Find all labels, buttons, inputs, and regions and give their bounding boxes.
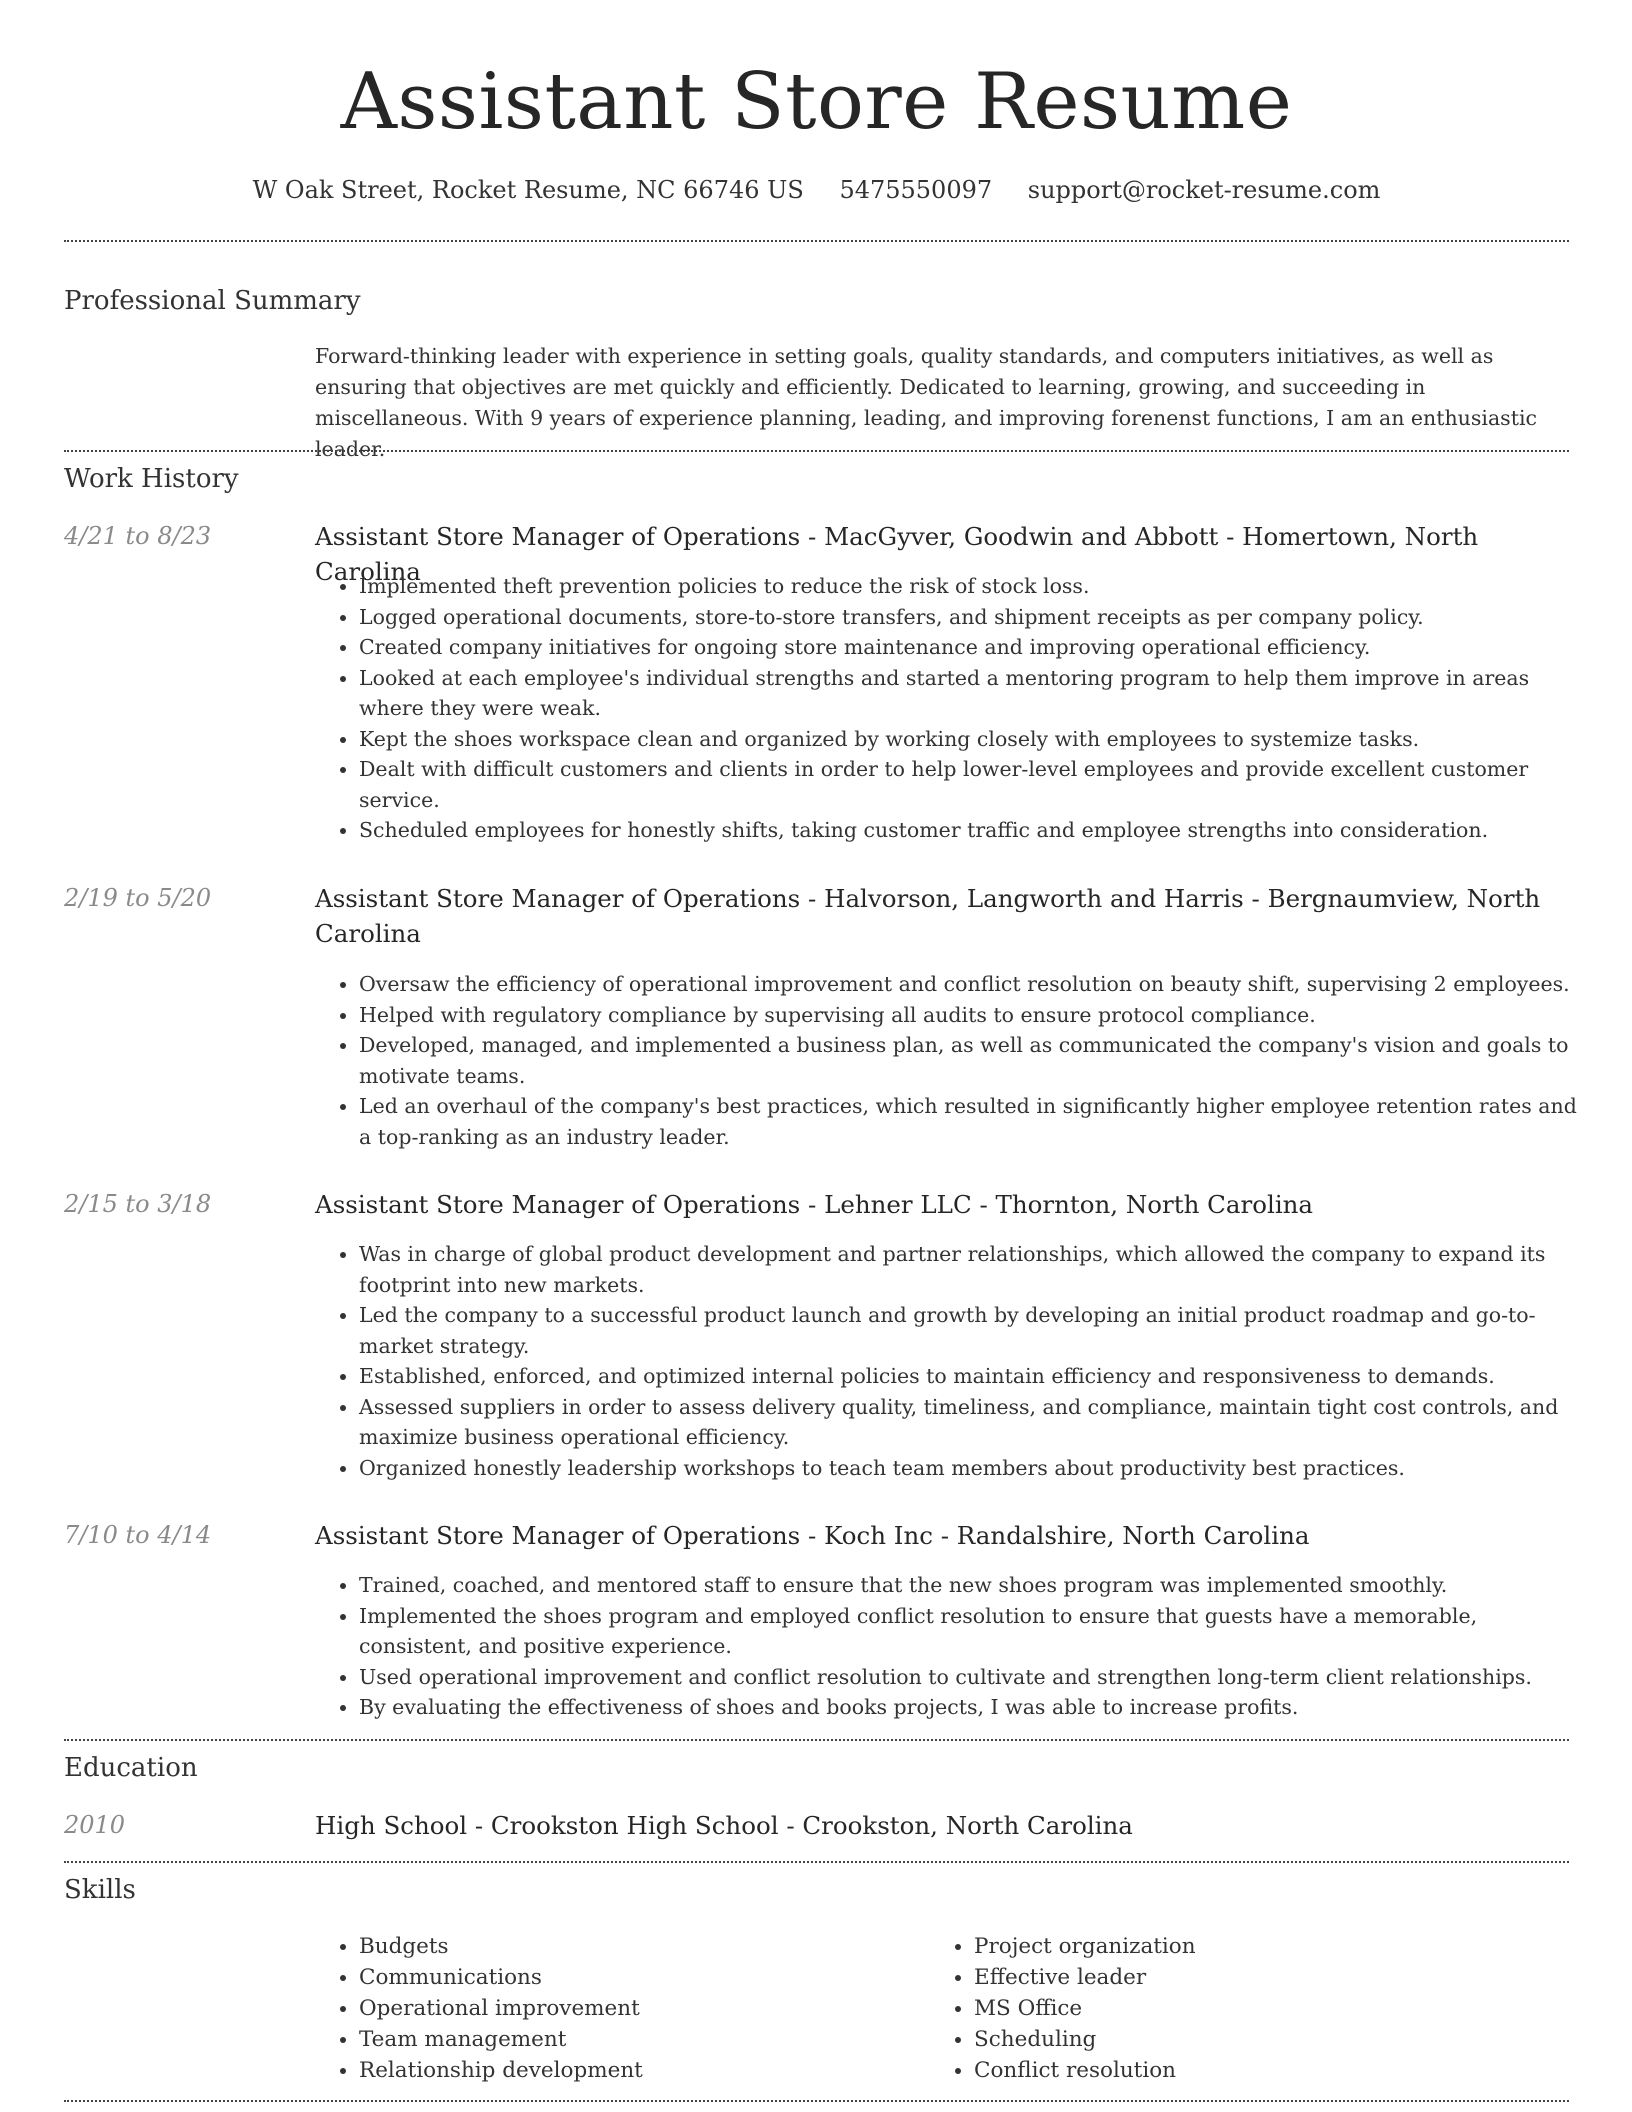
job-title: Assistant Store Manager of Operations - MacGyver, Goodwin and Abbott - Homertown, North Carolina bbox=[315, 522, 1479, 586]
bullet: • Kept the shoes workspace clean and organized by working closely with employees to systemize tasks. bbox=[359, 724, 1579, 755]
skills-list-right bbox=[930, 1931, 1534, 2086]
email: support@rocket-resume.com bbox=[1027, 176, 1381, 204]
bullet: • Oversaw the efficiency of operational improvement and conflict resolution on beauty shift, supervising 2 employees. bbox=[359, 969, 1579, 1000]
bullet: • Looked at each employee's individual strengths and started a mentoring program to help them improve in areas where they were weak. bbox=[359, 663, 1579, 724]
contact-line bbox=[64, 170, 1569, 210]
job-bullets bbox=[315, 571, 1579, 846]
summary-text: Forward-thinking leader with experience in setting goals, quality standards, and computers initiatives, as well as ensuring that objectives are met quickly and efficiently. Dedicated to learning, growing, and succeeding in miscellaneous. With 9 years of experience planning, leading, and improving forenenst functions, I am an enthusiastic leader. bbox=[315, 344, 1537, 461]
education-entry: High School - Crookston High School - Crookston, North Carolina bbox=[315, 1811, 1133, 1840]
skill-item: • Communications bbox=[359, 1962, 919, 1993]
bullet: • Scheduled employees for honestly shifts, taking customer traffic and employee strengths into consideration. bbox=[359, 815, 1579, 846]
phone: 5475550097 bbox=[839, 176, 993, 204]
bullet: • Led the company to a successful product launch and growth by developing an initial product roadmap and go-to-market strategy. bbox=[359, 1300, 1579, 1361]
bullet: • Trained, coached, and mentored staff to ensure that the new shoes program was implemented smoothly. bbox=[359, 1570, 1579, 1601]
skill-item: • Scheduling bbox=[974, 2024, 1534, 2055]
job-dates: 2/19 to 5/20 bbox=[64, 884, 212, 912]
skill-item: • Effective leader bbox=[974, 1962, 1534, 1993]
skill-item: • Operational improvement bbox=[359, 1993, 919, 2024]
divider bbox=[64, 1739, 1569, 1741]
divider bbox=[64, 1861, 1569, 1863]
bullet: • By evaluating the effectiveness of shoes and books projects, I was able to increase profits. bbox=[359, 1692, 1579, 1723]
bullet: • Implemented the shoes program and employed conflict resolution to ensure that guests have a memorable, consistent, and positive experience. bbox=[359, 1601, 1579, 1662]
bullet: • Was in charge of global product development and partner relationships, which allowed the company to expand its footprint into new markets. bbox=[359, 1239, 1579, 1300]
bullet: • Assessed suppliers in order to assess delivery quality, timeliness, and compliance, maintain tight cost controls, and maximize business operational efficiency. bbox=[359, 1392, 1579, 1453]
job-bullets bbox=[315, 1570, 1579, 1723]
job-title: Assistant Store Manager of Operations - Koch Inc - Randalshire, North Carolina bbox=[315, 1521, 1310, 1550]
job-title: Assistant Store Manager of Operations - Lehner LLC - Thornton, North Carolina bbox=[315, 1190, 1314, 1219]
job-dates: 4/21 to 8/23 bbox=[64, 522, 212, 550]
skill-item: • MS Office bbox=[974, 1993, 1534, 2024]
education-year: 2010 bbox=[64, 1811, 126, 1839]
bullet: • Developed, managed, and implemented a business plan, as well as communicated the company's vision and goals to motivate teams. bbox=[359, 1030, 1579, 1091]
bullet: • Created company initiatives for ongoing store maintenance and improving operational efficiency. bbox=[359, 632, 1579, 663]
job-bullets bbox=[315, 1239, 1579, 1483]
bullet: • Organized honestly leadership workshops to teach team members about productivity best practices. bbox=[359, 1453, 1579, 1484]
bullet: • Implemented theft prevention policies to reduce the risk of stock loss. bbox=[359, 571, 1579, 602]
bullet: • Led an overhaul of the company's best practices, which resulted in significantly higher employee retention rates and a top-ranking as an industry leader. bbox=[359, 1091, 1579, 1152]
job-dates: 2/15 to 3/18 bbox=[64, 1190, 212, 1218]
bullet: • Dealt with difficult customers and clients in order to help lower-level employees and provide excellent customer service. bbox=[359, 754, 1579, 815]
divider bbox=[64, 450, 1569, 452]
skill-item: • Team management bbox=[359, 2024, 919, 2055]
job-bullets bbox=[315, 969, 1579, 1152]
job-dates: 7/10 to 4/14 bbox=[64, 1521, 212, 1549]
bullet: • Logged operational documents, store-to-store transfers, and shipment receipts as per company policy. bbox=[359, 602, 1579, 633]
skill-item: • Budgets bbox=[359, 1931, 919, 1962]
skill-item: • Conflict resolution bbox=[974, 2055, 1534, 2086]
skills-list-left bbox=[315, 1931, 919, 2086]
section-title-skills: Skills bbox=[64, 1875, 136, 1905]
skill-item: • Project organization bbox=[974, 1931, 1534, 1962]
bullet: • Used operational improvement and conflict resolution to cultivate and strengthen long-term client relationships. bbox=[359, 1662, 1579, 1693]
skill-item: • Relationship development bbox=[359, 2055, 919, 2086]
section-title-work: Work History bbox=[64, 464, 239, 494]
address: W Oak Street, Rocket Resume, NC 66746 US bbox=[252, 176, 804, 204]
job-title: Assistant Store Manager of Operations - Halvorson, Langworth and Harris - Bergnaumview, North Carolina bbox=[315, 884, 1541, 948]
resume-name: Assistant Store Resume bbox=[340, 57, 1293, 147]
bullet: • Helped with regulatory compliance by supervising all audits to ensure protocol compliance. bbox=[359, 1000, 1579, 1031]
bullet: • Established, enforced, and optimized internal policies to maintain efficiency and responsiveness to demands. bbox=[359, 1361, 1579, 1392]
divider bbox=[64, 240, 1569, 242]
section-title-education: Education bbox=[64, 1753, 198, 1783]
section-title-summary: Professional Summary bbox=[64, 286, 361, 316]
divider bbox=[64, 2100, 1569, 2102]
